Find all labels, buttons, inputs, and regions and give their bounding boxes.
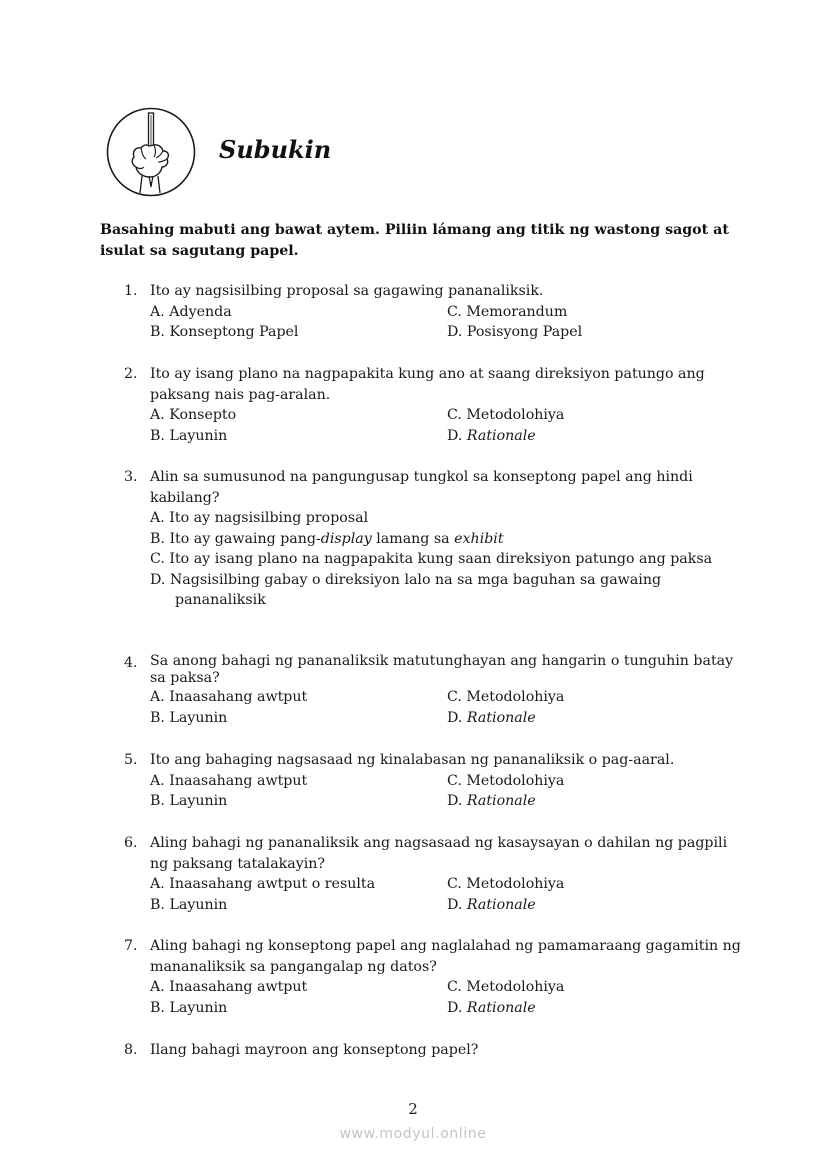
question-4 [124, 653, 744, 728]
option-b-display: display [320, 530, 372, 547]
answer-options [150, 405, 744, 446]
question-7 [124, 936, 744, 1018]
option-b: B. Layunin [150, 427, 228, 444]
answer-options [150, 508, 744, 611]
option-c: C. Memorandum [447, 303, 568, 320]
question-number: 7. [124, 938, 138, 954]
option-b: B. Layunin [150, 896, 228, 913]
option-c: C. Metodolohiya [447, 689, 565, 705]
option-b: B. Layunin [150, 999, 228, 1016]
answer-options [150, 687, 744, 728]
option-d [447, 998, 744, 1019]
question-stem: Ito ay isang plano na nagpapakita kung ano at saang direksiyon patungo ang paksang nais pag-aralan. [150, 366, 705, 403]
question-6 [124, 833, 744, 915]
option-c: C. Metodolohiya [447, 979, 565, 995]
instructions: Basahing mabuti ang bawat aytem. Piliin lámang ang titik ng wastong sagot at isulat sa sagutang papel. [100, 222, 729, 259]
option-b [150, 529, 744, 550]
question-5 [124, 750, 744, 812]
answer-options [150, 302, 744, 343]
question-number: 5. [124, 752, 138, 768]
question-number: 2. [124, 366, 138, 382]
option-d [447, 708, 744, 729]
option-c: C. Metodolohiya [447, 407, 565, 423]
question-8 [124, 1040, 744, 1061]
option-a: A. Konsepto [150, 407, 237, 423]
hand-holding-pencil-icon [106, 107, 196, 197]
option-d-letter: D. [447, 793, 467, 809]
option-d-text: Rationale [466, 896, 536, 913]
answer-options [150, 874, 744, 915]
option-d-text: Rationale [466, 427, 536, 444]
option-d: D. Nagsisilbing gabay o direksiyon lalo na sa mga baguhan sa gawaing pananaliksik [150, 571, 662, 608]
option-d-letter: D. [447, 427, 467, 444]
question-stem: Alin sa sumusunod na pangungusap tungkol sa konseptong papel ang hindi kabilang? [150, 469, 693, 506]
option-b-prefix: B. Ito ay gawaing pang- [150, 530, 321, 547]
option-d-letter: D. [447, 896, 467, 913]
option-a: A. Inaasahang awtput [150, 689, 308, 705]
option-d: D. Posisyong Papel [447, 324, 583, 340]
question-3 [124, 467, 744, 611]
question-2 [124, 364, 744, 446]
question-stem: Aling bahagi ng pananaliksik ang nagsasaad ng kasaysayan o dahilan ng pagpili ng paksang tatalakayin? [150, 835, 728, 872]
watermark: www.modyul.online [339, 1126, 487, 1142]
option-d-text: Rationale [466, 999, 536, 1016]
option-c: C. Metodolohiya [447, 876, 565, 892]
option-a: A. Adyenda [150, 303, 232, 320]
question-number: 4. [124, 655, 138, 671]
option-d-letter: D. [447, 999, 467, 1016]
option-d [447, 791, 744, 812]
option-d [447, 895, 744, 916]
option-b: B. Layunin [150, 793, 228, 809]
option-d-text: Rationale [466, 709, 536, 726]
question-number: 1. [124, 283, 138, 299]
option-a: A. Ito ay nagsisilbing proposal [150, 510, 369, 526]
answer-options [150, 771, 744, 812]
option-b-exhibit: exhibit [454, 530, 504, 547]
question-stem: Sa anong bahagi ng pananaliksik matutunghayan ang hangarin o tunguhin batay sa paksa? [150, 653, 734, 686]
section-icon-badge [106, 107, 196, 197]
option-a: A. Inaasahang awtput [150, 772, 308, 789]
option-c: C. Ito ay isang plano na nagpapakita kung saan direksiyon patungo ang paksa [150, 551, 713, 567]
page-number: 2 [408, 1100, 418, 1118]
question-stem: Ito ay nagsisilbing proposal sa gagawing pananaliksik. [150, 283, 544, 299]
question-stem: Ilang bahagi mayroon ang konseptong papel? [150, 1042, 479, 1058]
option-d [447, 426, 744, 447]
option-b: B. Konseptong Papel [150, 324, 299, 340]
option-a: A. Inaasahang awtput o resulta [150, 876, 376, 892]
option-d-letter: D. [447, 709, 467, 726]
question-stem: Aling bahagi ng konseptong papel ang naglalahad ng pamamaraang gagamitin ng mananaliksik sa pangangalap ng datos? [150, 938, 741, 975]
question-number: 6. [124, 835, 138, 851]
question-stem: Ito ang bahaging nagsasaad ng kinalabasan ng pananaliksik o pag-aaral. [150, 752, 675, 768]
question-number: 3. [124, 469, 138, 485]
option-c: C. Metodolohiya [447, 772, 565, 789]
question-1 [124, 281, 744, 343]
option-a: A. Inaasahang awtput [150, 979, 308, 995]
answer-options [150, 977, 744, 1018]
question-number: 8. [124, 1042, 138, 1058]
option-b: B. Layunin [150, 709, 228, 726]
section-title: Subukin [219, 135, 332, 164]
option-d-text: Rationale [466, 793, 536, 809]
option-b-middle: lamang sa [371, 530, 455, 547]
